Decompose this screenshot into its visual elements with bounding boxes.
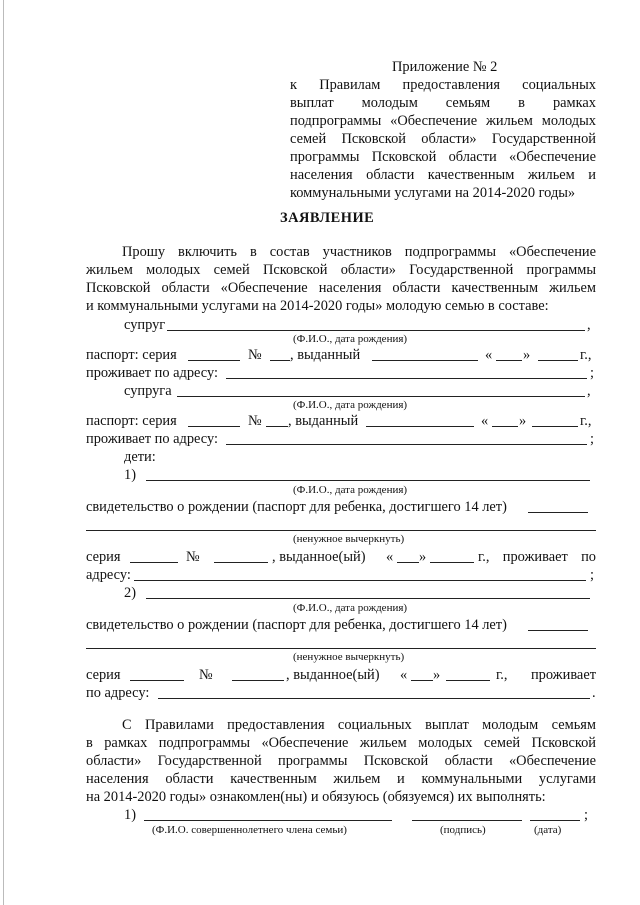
- intro-line: Псковской области «Обеспечение населения области качественным жильем: [86, 280, 596, 296]
- acknowledgement-line: на 2014-2020 годы» ознакомлен(ны) и обязуюсь (обязуемся) их выполнять:: [86, 789, 546, 805]
- acknowledgement-line: в рамках подпрограммы «Обеспечение жильем молодых семей Псковской: [86, 735, 596, 751]
- child-2-address-field[interactable]: [158, 698, 590, 699]
- husband-passport-number-field[interactable]: [270, 360, 290, 361]
- wife-label: супруга: [124, 383, 172, 399]
- child-1-issue-day-field[interactable]: [397, 562, 419, 563]
- intro-line: Прошу включить в состав участников подпрограммы «Обеспечение: [122, 244, 596, 260]
- child-2-number: 2): [124, 585, 136, 601]
- child-2-address-label: по адресу:: [86, 685, 150, 701]
- child-1-address-label: адресу:: [86, 567, 131, 583]
- appendix-line: подпрограммы «Обеспечение жильем молодых: [290, 113, 596, 129]
- wife-quote-open: «: [481, 413, 489, 429]
- husband-address-label: проживает по адресу:: [86, 365, 218, 381]
- wife-line-end: ,: [587, 383, 591, 399]
- wife-address-end: ;: [590, 431, 594, 447]
- child-1-caption: (Ф.И.О., дата рождения): [293, 484, 408, 496]
- wife-quote-close: »: [519, 413, 527, 429]
- wife-name-field[interactable]: [177, 396, 585, 397]
- child-1-issue-month-field[interactable]: [430, 562, 474, 563]
- child-2-certificate-label: свидетельство о рождении (паспорт для ребенка, достигшего 14 лет): [86, 617, 507, 633]
- husband-address-field[interactable]: [226, 378, 587, 379]
- signature-line-end: ;: [584, 807, 588, 823]
- wife-passport-number-field[interactable]: [266, 426, 288, 427]
- intro-line: жильем молодых семей Псковской области» Государственной программы: [86, 262, 596, 278]
- husband-issue-day-field[interactable]: [496, 360, 522, 361]
- husband-issue-month-field[interactable]: [538, 360, 578, 361]
- husband-caption: (Ф.И.О., дата рождения): [293, 333, 408, 345]
- husband-label: супруг: [124, 317, 166, 333]
- children-label: дети:: [124, 449, 156, 465]
- appendix-line: коммунальными услугами на 2014-2020 годы»: [290, 185, 576, 201]
- husband-number-label: №: [248, 347, 262, 363]
- acknowledgement-paragraph: [86, 716, 596, 806]
- signature-sign-caption: (подпись): [440, 824, 486, 836]
- child-1-number: 1): [124, 467, 136, 483]
- child-2-quote-close: »: [433, 667, 441, 683]
- child-2-certificate-field[interactable]: [528, 630, 588, 631]
- wife-passport-series-field[interactable]: [188, 426, 240, 427]
- signature-number: 1): [124, 807, 136, 823]
- intro-paragraph: [86, 243, 596, 315]
- child-2-certificate-field-cont[interactable]: [86, 648, 596, 649]
- appendix-line: программы Псковской области «Обеспечение: [290, 149, 596, 165]
- wife-number-label: №: [248, 413, 262, 429]
- wife-issued-label: , выданный: [288, 413, 359, 429]
- acknowledgement-line: С Правилами предоставления социальных выплат молодым семьям: [122, 717, 596, 733]
- child-1-series-field[interactable]: [130, 562, 178, 563]
- child-2-number-label: №: [199, 667, 213, 683]
- child-1-quote-open: «: [386, 549, 394, 565]
- child-1-strike-note: (ненужное вычеркнуть): [293, 533, 405, 545]
- appendix-title: Приложение № 2: [392, 59, 498, 75]
- child-2-series-field[interactable]: [130, 680, 184, 681]
- document-heading: ЗАЯВЛЕНИЕ: [280, 210, 375, 226]
- signature-date-field[interactable]: [530, 820, 580, 821]
- signature-sign-field[interactable]: [412, 820, 522, 821]
- child-1-number-field[interactable]: [214, 562, 268, 563]
- child-1-number-label: №: [186, 549, 200, 565]
- child-1-certificate-field-cont[interactable]: [86, 530, 596, 531]
- child-2-caption: (Ф.И.О., дата рождения): [293, 602, 408, 614]
- husband-issued-label: , выданный: [290, 347, 361, 363]
- husband-address-end: ;: [590, 365, 594, 381]
- child-1-series-label: серия: [86, 549, 121, 565]
- husband-quote-close: »: [523, 347, 531, 363]
- child-1-certificate-label: свидетельство о рождении (паспорт для ребенка, достигшего 14 лет): [86, 499, 507, 515]
- child-1-issued-label: , выданное(ый): [272, 549, 366, 565]
- wife-passport-label: паспорт: серия: [86, 413, 177, 429]
- appendix-text: [290, 76, 596, 202]
- wife-address-field[interactable]: [226, 444, 587, 445]
- child-2-name-field[interactable]: [146, 598, 590, 599]
- wife-issued-by-field[interactable]: [366, 426, 474, 427]
- signature-name-caption: (Ф.И.О. совершеннолетнего члена семьи): [152, 824, 347, 836]
- husband-year-suffix: г.,: [580, 347, 592, 363]
- appendix-line: выплат молодым семьям в рамках: [290, 95, 596, 111]
- wife-caption: (Ф.И.О., дата рождения): [293, 399, 408, 411]
- child-2-issue-day-field[interactable]: [411, 680, 433, 681]
- husband-passport-label: паспорт: серия: [86, 347, 177, 363]
- appendix-line: населения области качественным жильем и: [290, 167, 596, 183]
- husband-passport-series-field[interactable]: [188, 360, 240, 361]
- child-2-address-end: .: [592, 685, 596, 701]
- child-1-address-end: ;: [590, 567, 594, 583]
- husband-name-field[interactable]: [167, 330, 585, 331]
- husband-line-end: ,: [587, 317, 591, 333]
- husband-quote-open: «: [485, 347, 493, 363]
- child-2-strike-note: (ненужное вычеркнуть): [293, 651, 405, 663]
- child-2-number-field[interactable]: [232, 680, 284, 681]
- child-2-series-label: серия: [86, 667, 121, 683]
- child-2-quote-open: «: [400, 667, 408, 683]
- acknowledgement-line: области» Государственной программы Псковской области «Обеспечение: [86, 753, 596, 769]
- wife-issue-day-field[interactable]: [492, 426, 518, 427]
- husband-issued-by-field[interactable]: [372, 360, 478, 361]
- child-1-address-field[interactable]: [134, 580, 586, 581]
- appendix-line: к Правилам предоставления социальных: [290, 77, 596, 93]
- child-1-name-field[interactable]: [146, 480, 590, 481]
- child-1-quote-close: »: [419, 549, 427, 565]
- wife-issue-month-field[interactable]: [532, 426, 578, 427]
- scan-edge: [3, 0, 4, 905]
- acknowledgement-line: населения области качественным жильем и коммунальными услугами: [86, 771, 596, 787]
- child-2-issue-month-field[interactable]: [446, 680, 490, 681]
- child-2-residence: г., проживает: [496, 667, 596, 683]
- appendix-line: семей Псковской области» Государственной: [290, 131, 596, 147]
- intro-line: и коммунальными услугами на 2014-2020 годы» молодую семью в составе:: [86, 298, 549, 314]
- child-1-residence: г., проживает по: [478, 549, 596, 565]
- child-1-certificate-field[interactable]: [528, 512, 588, 513]
- wife-year-suffix: г.,: [580, 413, 592, 429]
- wife-address-label: проживает по адресу:: [86, 431, 218, 447]
- child-2-issued-label: , выданное(ый): [286, 667, 380, 683]
- signature-name-field[interactable]: [144, 820, 392, 821]
- signature-date-caption: (дата): [534, 824, 562, 836]
